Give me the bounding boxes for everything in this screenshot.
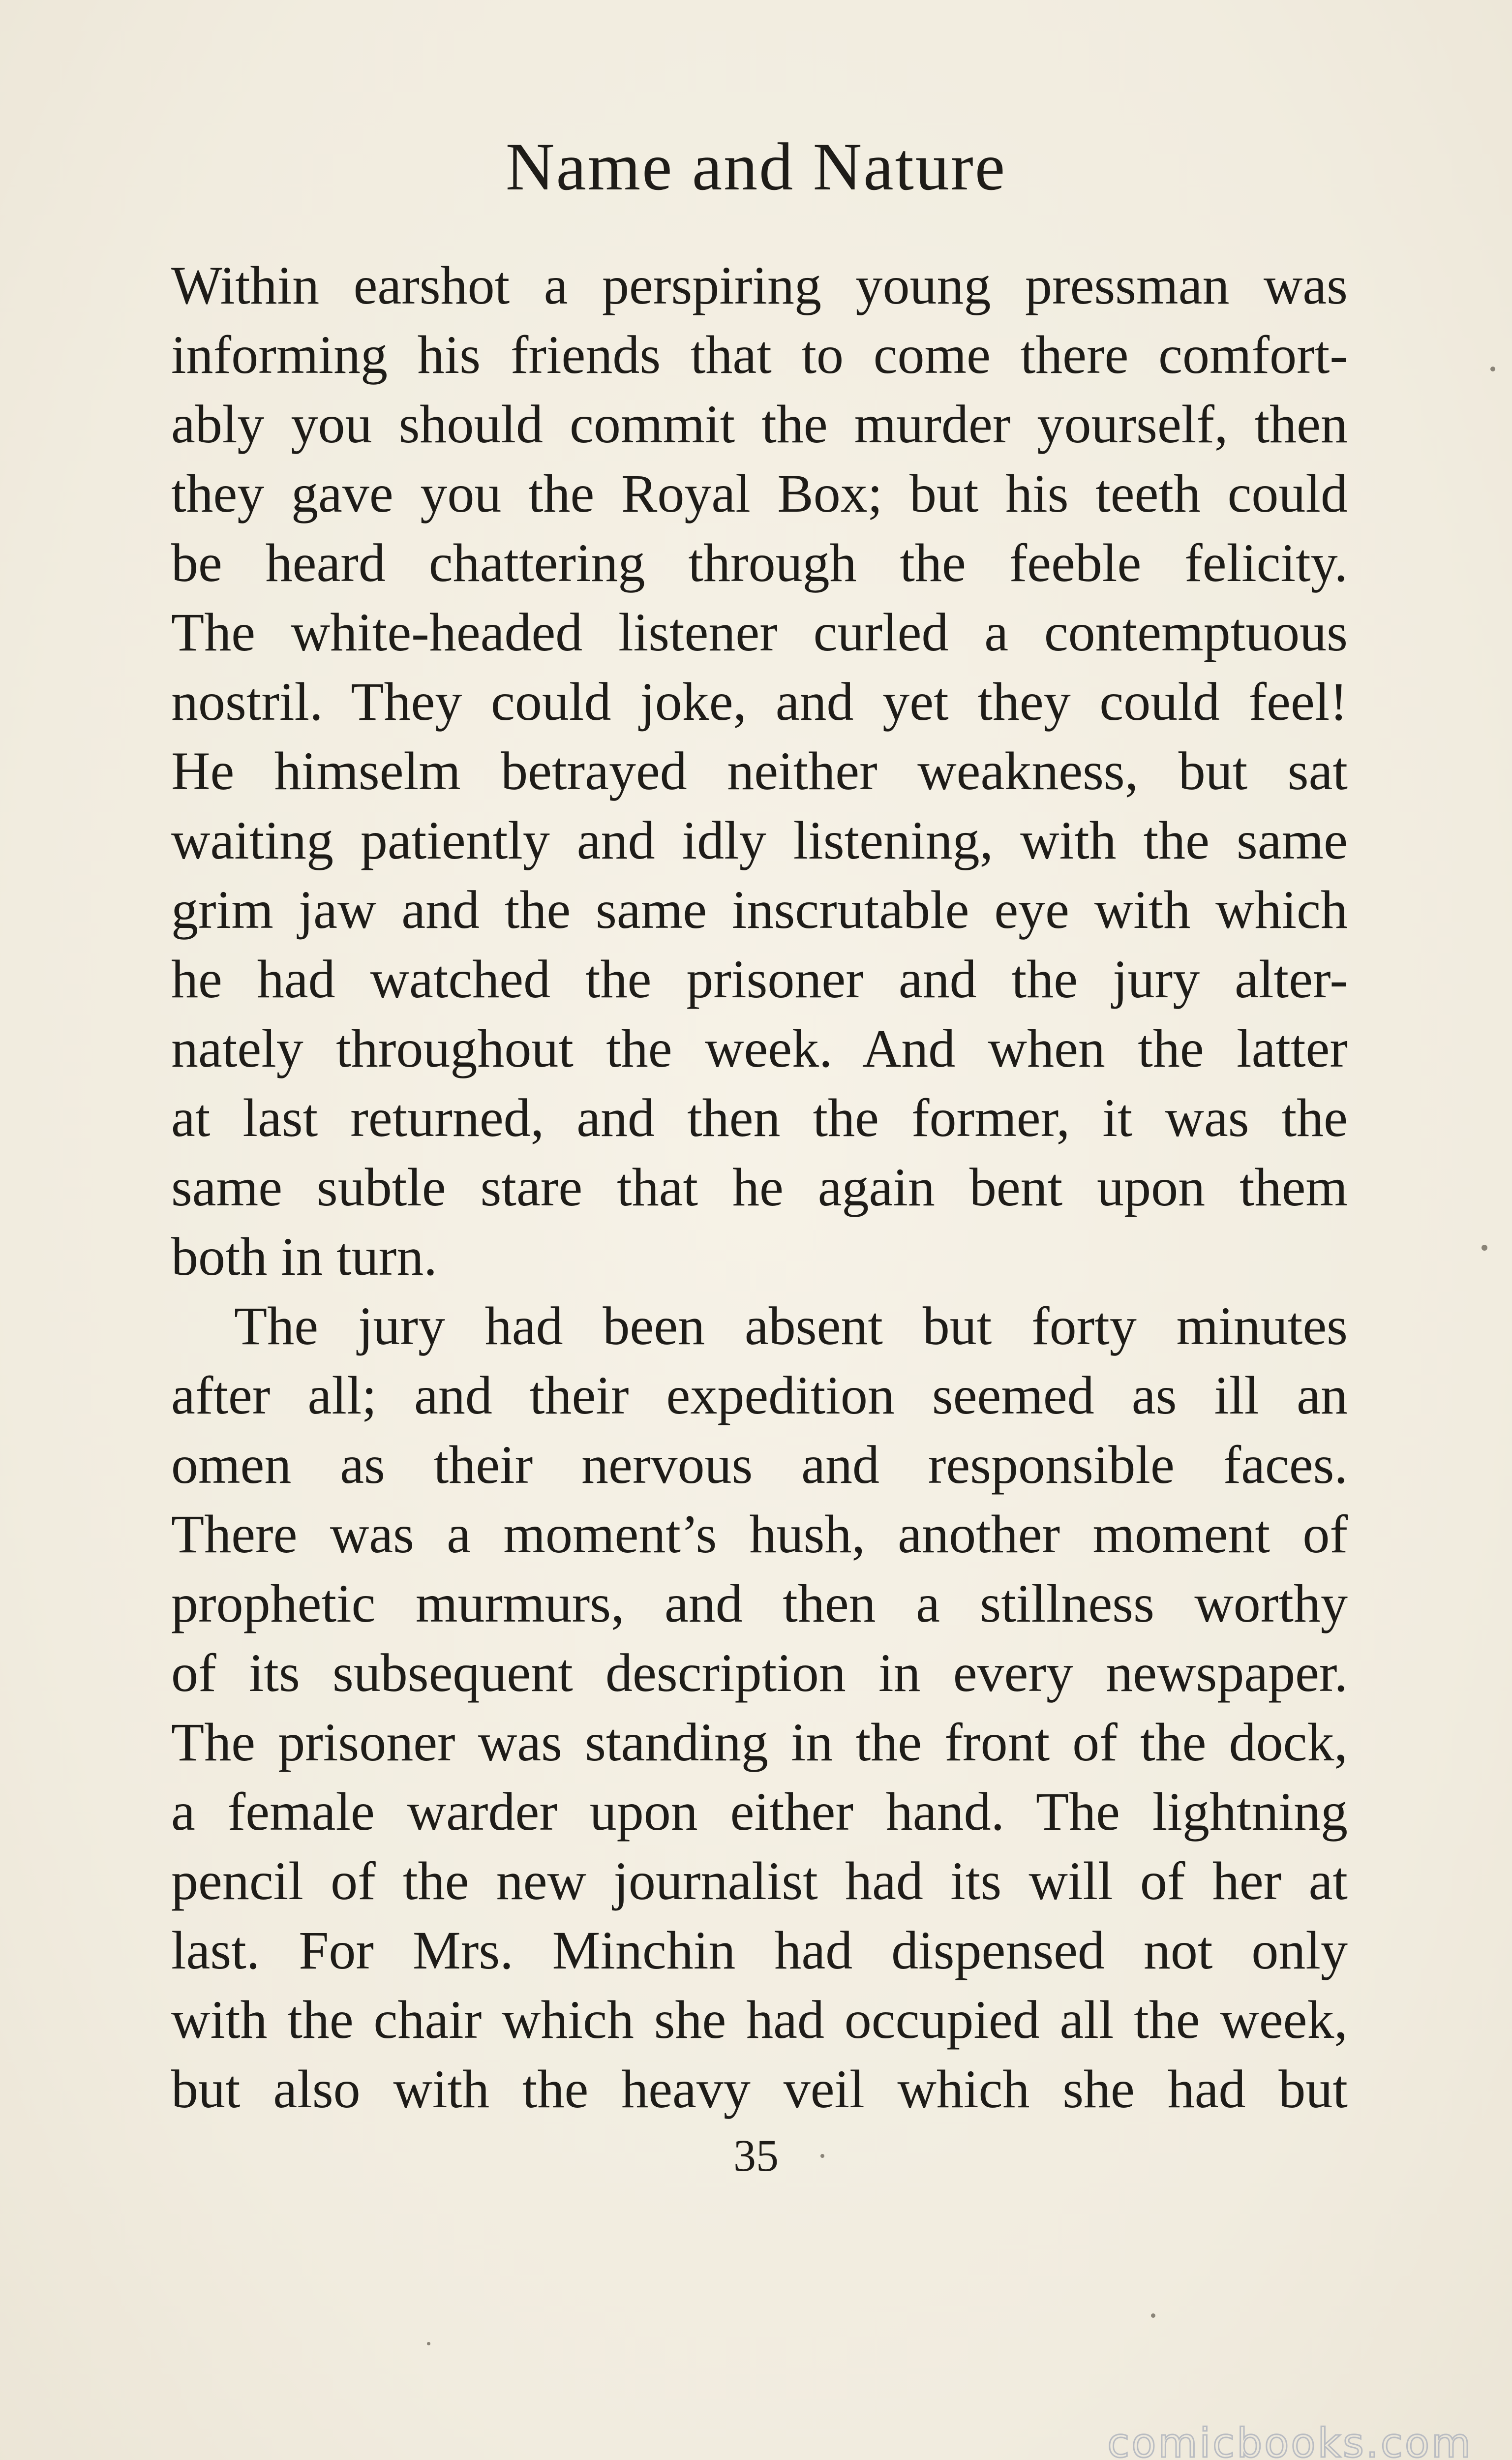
text-line: of its subsequent description in every newspaper. <box>171 1643 1348 1703</box>
text-line: informing his friends that to come there comfort- <box>171 325 1348 385</box>
text-line: at last returned, and then the former, it was the <box>171 1088 1348 1148</box>
paragraph-2 <box>171 1292 1348 2124</box>
text-line: grim jaw and the same inscrutable eye with which <box>171 880 1348 940</box>
text-line: nostril. They could joke, and yet they could feel! <box>171 672 1348 732</box>
paper-speck <box>1151 2313 1155 2318</box>
text-line: both in turn. <box>171 1227 437 1287</box>
paper-speck <box>820 2154 824 2158</box>
text-line: prophetic murmurs, and then a stillness worthy <box>171 1573 1348 1633</box>
paper-speck <box>1490 367 1495 371</box>
paper-speck <box>427 2342 430 2345</box>
text-line: There was a moment’s hush, another moment of <box>171 1504 1348 1564</box>
text-line: after all; and their expedition seemed as ill an <box>171 1365 1348 1425</box>
watermark-logo: comicbooks.com <box>1107 2420 1473 2460</box>
text-line: be heard chattering through the feeble felicity. <box>171 533 1348 593</box>
paper-speck <box>1482 1245 1487 1251</box>
text-line: he had watched the prisoner and the jury alter- <box>171 949 1348 1009</box>
text-line: Within earshot a perspiring young pressman was <box>171 255 1348 315</box>
text-line: a female warder upon either hand. The lightning <box>171 1782 1348 1842</box>
text-line: ably you should commit the murder yourself, then <box>171 394 1348 454</box>
text-line: pencil of the new journalist had its will of her at <box>171 1851 1348 1911</box>
body-text <box>171 251 1348 2124</box>
text-line: last. For Mrs. Minchin had dispensed not only <box>171 1920 1348 1980</box>
text-line: omen as their nervous and responsible faces. <box>171 1435 1348 1495</box>
text-line: The prisoner was standing in the front of the dock, <box>171 1712 1348 1772</box>
paragraph-1 <box>171 251 1348 1292</box>
text-line: The jury had been absent but forty minutes <box>234 1296 1348 1356</box>
text-line: same subtle stare that he again bent upon them <box>171 1157 1348 1217</box>
text-line: waiting patiently and idly listening, with the same <box>171 810 1348 870</box>
text-line: He himselm betrayed neither weakness, but sat <box>171 741 1348 801</box>
text-line: but also with the heavy veil which she had but <box>171 2059 1348 2119</box>
text-line: with the chair which she had occupied all the week, <box>171 1990 1348 2050</box>
page-number: 35 <box>733 2130 779 2181</box>
running-head: Name and Nature <box>505 129 1007 204</box>
text-line: nately throughout the week. And when the latter <box>171 1018 1348 1078</box>
text-line: they gave you the Royal Box; but his teeth could <box>171 463 1348 523</box>
text-line: The white-headed listener curled a contemptuous <box>171 602 1348 662</box>
